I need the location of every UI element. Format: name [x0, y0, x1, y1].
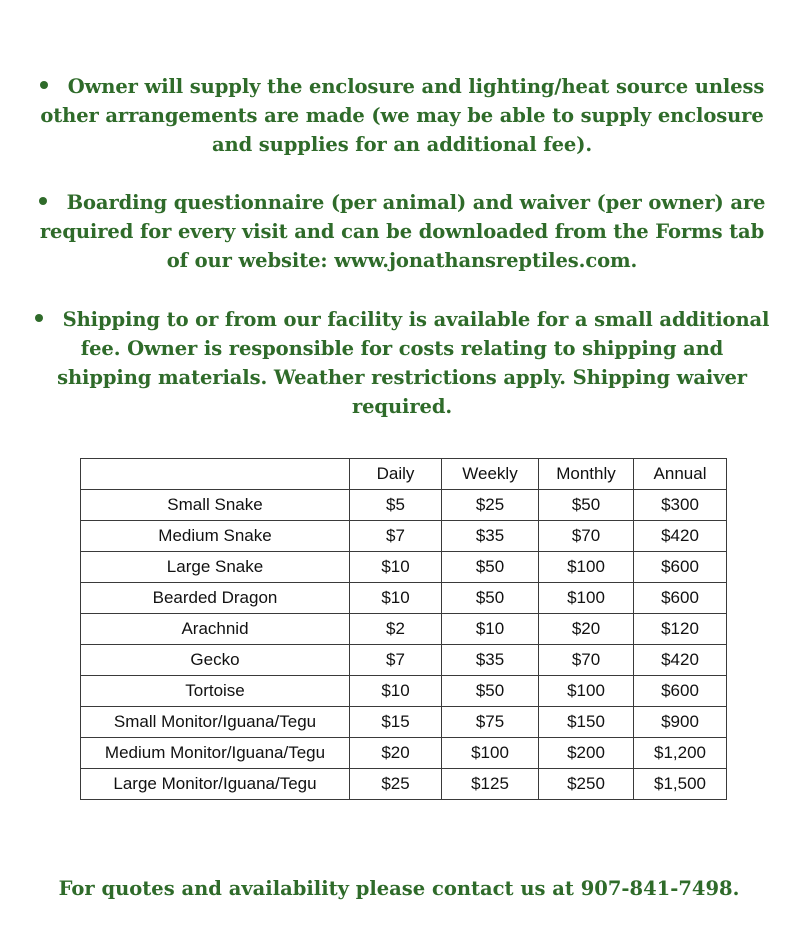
table-row	[81, 583, 727, 614]
bullet-line: Owner will supply the enclosure and lighting/heat source unless	[22, 72, 782, 101]
daily-cell: $7	[350, 521, 442, 552]
table-row	[81, 645, 727, 676]
annual-cell: $120	[634, 614, 727, 645]
annual-cell: $420	[634, 521, 727, 552]
annual-cell: $1,500	[634, 769, 727, 800]
animal-cell: Large Snake	[81, 552, 350, 583]
header-weekly: Weekly	[442, 459, 539, 490]
annual-cell: $600	[634, 583, 727, 614]
table-row	[81, 676, 727, 707]
daily-cell: $5	[350, 490, 442, 521]
animal-cell: Medium Snake	[81, 521, 350, 552]
animal-cell: Gecko	[81, 645, 350, 676]
daily-cell: $2	[350, 614, 442, 645]
weekly-cell: $35	[442, 645, 539, 676]
bullet-line: and supplies for an additional fee).	[211, 133, 593, 156]
bullet-dot-icon	[35, 314, 43, 322]
bullet-enclosure	[22, 72, 782, 159]
daily-cell: $10	[350, 552, 442, 583]
weekly-cell: $10	[442, 614, 539, 645]
monthly-cell: $250	[539, 769, 634, 800]
table-row	[81, 738, 727, 769]
monthly-cell: $100	[539, 552, 634, 583]
animal-cell: Small Snake	[81, 490, 350, 521]
bullet-line: of our website: www.jonathansreptiles.com.	[166, 249, 638, 272]
table-row	[81, 614, 727, 645]
daily-cell: $10	[350, 583, 442, 614]
annual-cell: $600	[634, 676, 727, 707]
monthly-cell: $150	[539, 707, 634, 738]
bullet-line: Boarding questionnaire (per animal) and waiver (per owner) are	[22, 188, 782, 217]
daily-cell: $7	[350, 645, 442, 676]
bullet-dot-icon	[39, 197, 47, 205]
bullet-line: shipping materials. Weather restrictions apply. Shipping waiver	[57, 366, 747, 389]
contact-line: For quotes and availability please contact us at 907-841-7498.	[58, 877, 740, 900]
monthly-cell: $50	[539, 490, 634, 521]
bullet-line: required for every visit and can be downloaded from the Forms tab	[39, 220, 765, 243]
monthly-cell: $100	[539, 583, 634, 614]
annual-cell: $300	[634, 490, 727, 521]
table-row	[81, 521, 727, 552]
bullet-dot-icon	[40, 81, 48, 89]
weekly-cell: $75	[442, 707, 539, 738]
header-daily: Daily	[350, 459, 442, 490]
bullet-line: Shipping to or from our facility is available for a small additional	[22, 305, 782, 334]
weekly-cell: $50	[442, 583, 539, 614]
daily-cell: $20	[350, 738, 442, 769]
table-header-row	[81, 459, 727, 490]
header-cell	[81, 459, 350, 490]
bullet-line: other arrangements are made (we may be able to supply enclosure	[40, 104, 764, 127]
annual-cell: $900	[634, 707, 727, 738]
weekly-cell: $100	[442, 738, 539, 769]
header-monthly: Monthly	[539, 459, 634, 490]
bullet-shipping	[22, 305, 782, 421]
monthly-cell: $20	[539, 614, 634, 645]
animal-cell: Arachnid	[81, 614, 350, 645]
monthly-cell: $100	[539, 676, 634, 707]
table-row	[81, 490, 727, 521]
animal-cell: Medium Monitor/Iguana/Tegu	[81, 738, 350, 769]
weekly-cell: $50	[442, 676, 539, 707]
annual-cell: $600	[634, 552, 727, 583]
weekly-cell: $125	[442, 769, 539, 800]
table-row	[81, 769, 727, 800]
monthly-cell: $70	[539, 521, 634, 552]
table-row	[81, 707, 727, 738]
weekly-cell: $50	[442, 552, 539, 583]
weekly-cell: $35	[442, 521, 539, 552]
bullet-line: required.	[351, 395, 453, 418]
weekly-cell: $25	[442, 490, 539, 521]
daily-cell: $10	[350, 676, 442, 707]
animal-cell: Tortoise	[81, 676, 350, 707]
bullet-questionnaire	[22, 188, 782, 275]
animal-cell: Small Monitor/Iguana/Tegu	[81, 707, 350, 738]
monthly-cell: $200	[539, 738, 634, 769]
animal-cell: Large Monitor/Iguana/Tegu	[81, 769, 350, 800]
monthly-cell: $70	[539, 645, 634, 676]
bullet-line: fee. Owner is responsible for costs relating to shipping and	[80, 337, 724, 360]
header-annual: Annual	[634, 459, 727, 490]
table-row	[81, 552, 727, 583]
annual-cell: $420	[634, 645, 727, 676]
daily-cell: $25	[350, 769, 442, 800]
annual-cell: $1,200	[634, 738, 727, 769]
animal-cell: Bearded Dragon	[81, 583, 350, 614]
daily-cell: $15	[350, 707, 442, 738]
boarding-rates-table	[80, 458, 727, 800]
